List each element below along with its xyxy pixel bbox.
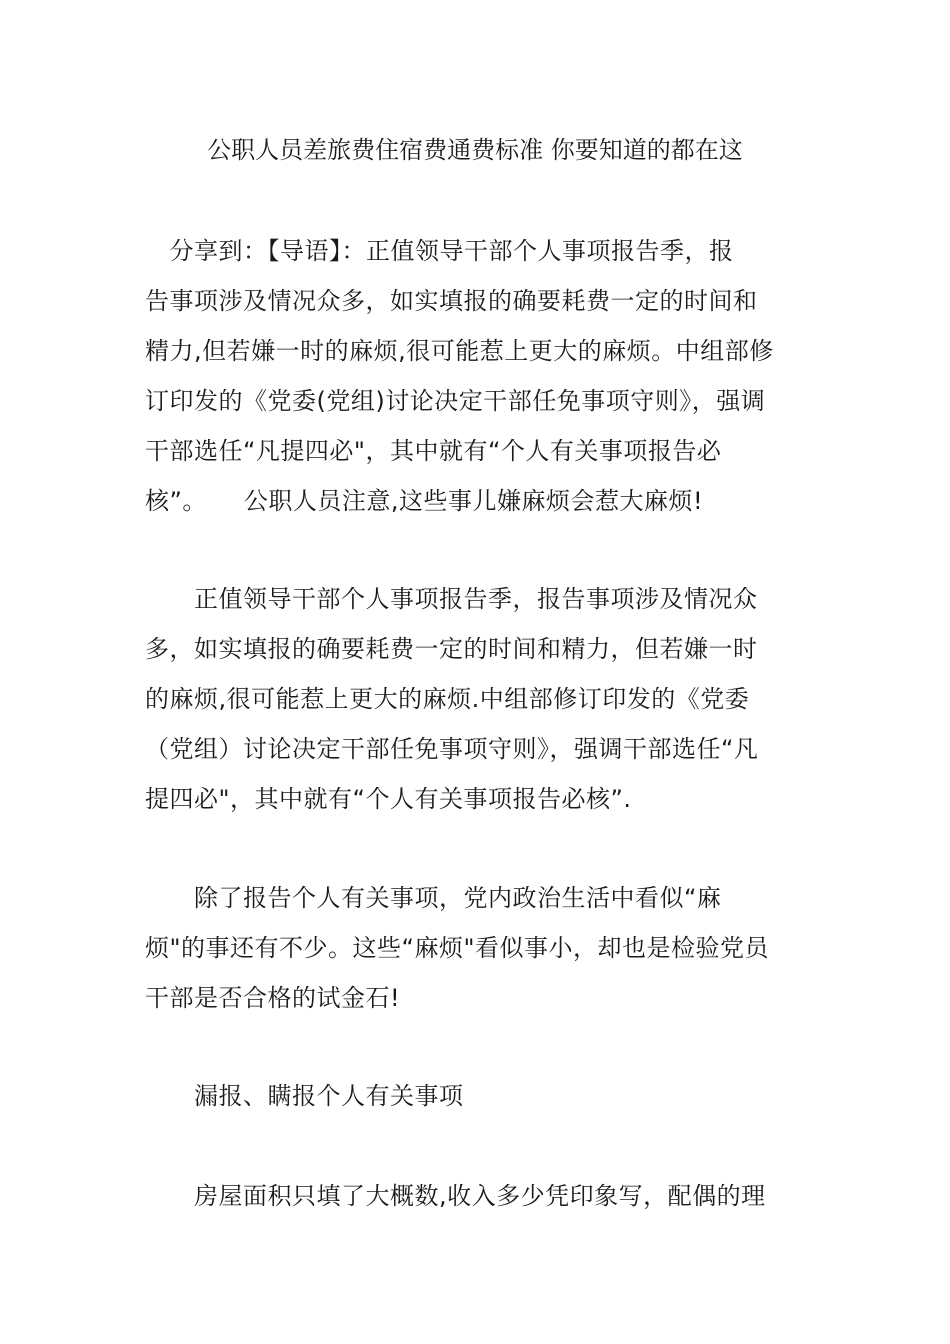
text-line: 订印发的《党委(党组)讨论决定干部任免事项守则》，强调 <box>145 387 766 415</box>
text-line: 多，如实填报的确要耗费一定的时间和精力，但若嫌一时 <box>145 635 758 663</box>
paragraph-body-2 <box>145 873 825 1023</box>
text-line: 分享到：【导语】：正值领导干部个人事项报告季，报 <box>145 237 734 265</box>
document-title: 公职人员差旅费住宿费通费标准 你要知道的都在这 <box>207 136 743 164</box>
text-line: 核”。 公职人员注意,这些事儿嫌麻烦会惹大麻烦! <box>145 487 704 515</box>
section-heading <box>145 1071 825 1121</box>
text-line: 房屋面积只填了大概数,收入多少凭印象写，配偶的理 <box>145 1182 766 1210</box>
paragraph-body-3 <box>145 1171 825 1221</box>
text-line: 告事项涉及情况众多，如实填报的确要耗费一定的时间和 <box>145 287 758 315</box>
text-line: （党组）讨论决定干部任免事项守则》，强调干部选任“凡 <box>145 735 759 763</box>
text-line: 精力,但若嫌一时的麻烦,很可能惹上更大的麻烦。中组部修 <box>145 337 774 365</box>
text-line: 的麻烦,很可能惹上更大的麻烦.中组部修订印发的《党委 <box>145 685 750 713</box>
text-line: 干部选任“凡提四必"，其中就有“个人有关事项报告必 <box>145 437 722 465</box>
text-line: 漏报、瞒报个人有关事项 <box>145 1082 464 1110</box>
text-line: 烦"的事还有不少。这些“麻烦"看似事小，却也是检验党员 <box>145 934 770 962</box>
text-line: 干部是否合格的试金石! <box>145 984 401 1012</box>
text-line: 提四必"，其中就有“个人有关事项报告必核”. <box>145 785 632 813</box>
text-line: 除了报告个人有关事项，党内政治生活中看似“麻 <box>145 884 722 912</box>
paragraph-intro <box>145 226 825 526</box>
text-line: 正值领导干部个人事项报告季，报告事项涉及情况众 <box>145 585 758 613</box>
paragraph-body-1 <box>145 574 825 824</box>
